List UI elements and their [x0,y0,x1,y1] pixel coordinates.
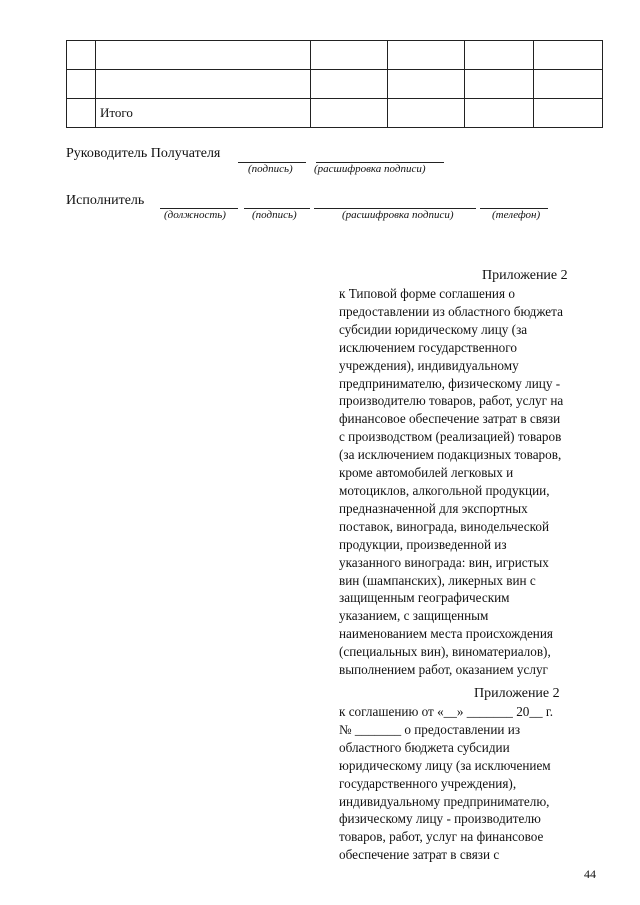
table-cell [534,41,603,70]
annex1-body [339,285,601,679]
annex1-line: продукции, произведенной из [339,536,507,552]
annex2-body [339,703,601,864]
table-cell [534,70,603,99]
table-row-total [67,99,603,128]
table-cell [465,41,534,70]
table-cell [534,99,603,128]
annex1-line: наименованием места происхождения [339,626,553,642]
annex1-line: (за исключением подакцизных товаров, [339,447,562,463]
annex2-line: товаров, работ, услуг на финансовое [339,829,544,845]
head-caption-signature: (подпись) [248,163,293,175]
annex1-line: учреждения), индивидуальному [339,357,519,373]
table-cell [388,41,465,70]
table-cell [96,41,311,70]
table-cell [465,70,534,99]
head-caption-decoding: (расшифровка подписи) [314,163,426,175]
annex2-line: индивидуальному предпринимателю, [339,793,550,809]
executor-caption-signature: (подпись) [252,209,297,221]
annex1-line: финансовое обеспечение затрат в связи [339,411,561,427]
annex1-line: к Типовой форме соглашения о [339,286,515,301]
page-number: 44 [584,867,596,881]
table-cell [311,41,388,70]
annex1-line: кроме автомобилей легковых и [339,465,514,481]
table-cell [311,70,388,99]
table-cell [388,70,465,99]
table-cell [311,99,388,128]
annex1-line: поставок, винограда, винодельческой [339,518,550,534]
annex2-line: физическому лицу - производителю [339,811,541,827]
executor-caption-decoding: (расшифровка подписи) [342,209,454,221]
annex2-line: обеспечение затрат в связи с [339,847,500,863]
annex1-line: указанного винограда: вин, игристых [339,554,549,570]
annex1-line: предназначенной для экспортных [339,500,528,516]
table-cell [388,99,465,128]
executor-label: Исполнитель [66,193,145,208]
annex1-line: предпринимателю, физическому лицу - [339,375,561,391]
table-row [67,70,603,99]
head-label: Руководитель Получателя [66,146,221,161]
total-label: Итого [96,99,311,128]
table-cell [96,70,311,99]
annex2-line: областного бюджета субсидии [339,739,510,755]
annex2-line: юридическому лицу (за исключением [339,757,551,773]
table-row [67,41,603,70]
annex1-title: Приложение 2 [482,268,568,283]
summary-table [66,40,603,128]
annex2-line: к соглашению от «__» _______ 20__ г. [339,704,554,719]
table-cell [465,99,534,128]
annex1-line: выполнением работ, оказанием услуг [339,662,548,678]
annex1-line: предоставлении из областного бюджета [339,303,563,319]
executor-caption-phone: (телефон) [492,209,541,221]
annex1-line: вин (шампанских), ликерных вин с [339,572,536,588]
annex1-line: указанием, с защищенным [339,608,489,624]
annex1-line: производителю товаров, работ, услуг на [339,393,564,409]
table-cell [67,99,96,128]
annex1-line: с производством (реализацией) товаров [339,429,562,445]
annex1-line: мотоциклов, алкогольной продукции, [339,482,550,498]
executor-caption-position: (должность) [164,209,226,221]
annex1-line: субсидии юридическому лицу (за [339,321,528,337]
annex1-line: исключением государственного [339,339,517,355]
annex1-line: защищенным географическим [339,590,510,606]
annex1-line: (специальных вин), виноматериалов), [339,644,551,660]
annex2-line: государственного учреждения), [339,775,517,791]
table-cell [67,70,96,99]
annex2-title: Приложение 2 [474,686,560,701]
table-cell [67,41,96,70]
annex2-line: № _______ о предоставлении из [339,721,521,737]
